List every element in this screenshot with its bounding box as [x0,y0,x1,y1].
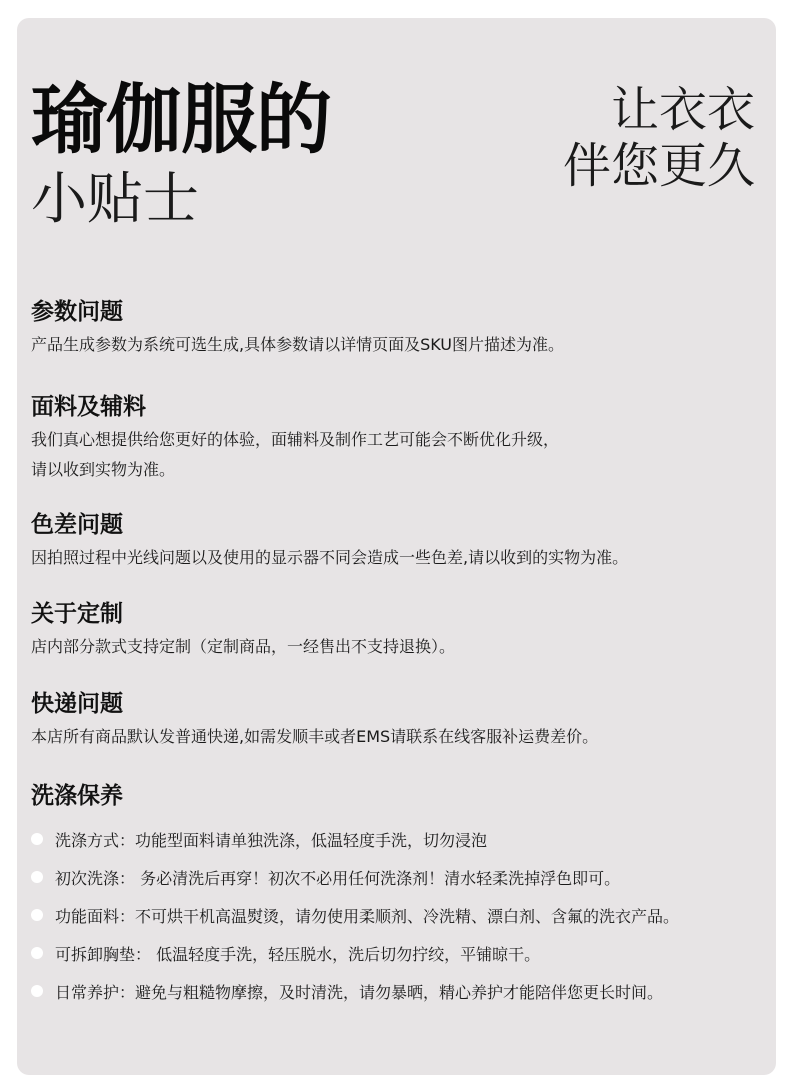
slogan-line-2: 伴您更久 [562,138,755,194]
bullet-dot-icon [31,909,43,921]
section-text: 店内部分款式支持定制（定制商品，一经售出不支持退换）。 [31,637,456,656]
section-text: 因拍照过程中光线问题以及使用的显示器不同会造成一些色差,请以收到的实物为准。 [31,548,629,567]
care-text: 洗涤方式：功能型面料请单独洗涤，低温轻度手洗，切勿浸泡 [55,830,488,850]
care-text: 功能面料：不可烘干机高温熨烫，请勿使用柔顺剂、冷洗精、漂白剂、含氟的洗衣产品。 [55,906,680,926]
section-title: 快递问题 [31,691,123,717]
bullet-dot-icon [31,871,43,883]
section-title: 色差问题 [31,512,123,538]
list-item [31,972,679,1010]
bullet-dot-icon [31,833,43,845]
section-title: 关于定制 [31,601,123,627]
section-text: 产品生成参数为系统可选生成,具体参数请以详情页面及SKU图片描述为准。 [31,335,565,354]
section-title: 洗涤保养 [31,783,123,809]
section-text: 我们真心想提供给您更好的体验，面辅料及制作工艺可能会不断优化升级， [31,430,560,449]
section-care [31,778,679,1010]
care-text: 可拆卸胸垫： 低温轻度手洗，轻压脱水，洗后切勿拧绞，平铺晾干。 [55,944,541,964]
list-item [31,858,679,896]
section-fabric [31,389,559,485]
care-list [31,820,679,1010]
section-parameters [31,294,564,360]
list-item [31,896,679,934]
list-item [31,934,679,972]
section-color-difference [31,507,628,573]
section-text: 本店所有商品默认发普通快递,如需发顺丰或者EMS请联系在线客服补运费差价。 [31,727,599,746]
care-text: 日常养护：避免与粗糙物摩擦，及时清洗，请勿暴晒，精心养护才能陪伴您更长时间。 [55,982,664,1002]
page-title: 瑜伽服的 [31,75,331,164]
care-text: 初次洗涤： 务必清洗后再穿！初次不必用任何洗涤剂！清水轻柔洗掉浮色即可。 [55,868,621,888]
bullet-dot-icon [31,947,43,959]
list-item [31,820,679,858]
slogan-line-1: 让衣衣 [610,82,755,138]
section-customization [31,596,455,662]
page-subtitle: 小贴士 [31,167,199,232]
section-title: 参数问题 [31,299,123,325]
section-shipping [31,686,598,752]
bullet-dot-icon [31,985,43,997]
section-title: 面料及辅料 [31,394,146,420]
tips-card [17,18,776,1075]
section-text: 请以收到实物为准。 [31,460,176,479]
slogan [563,82,755,194]
